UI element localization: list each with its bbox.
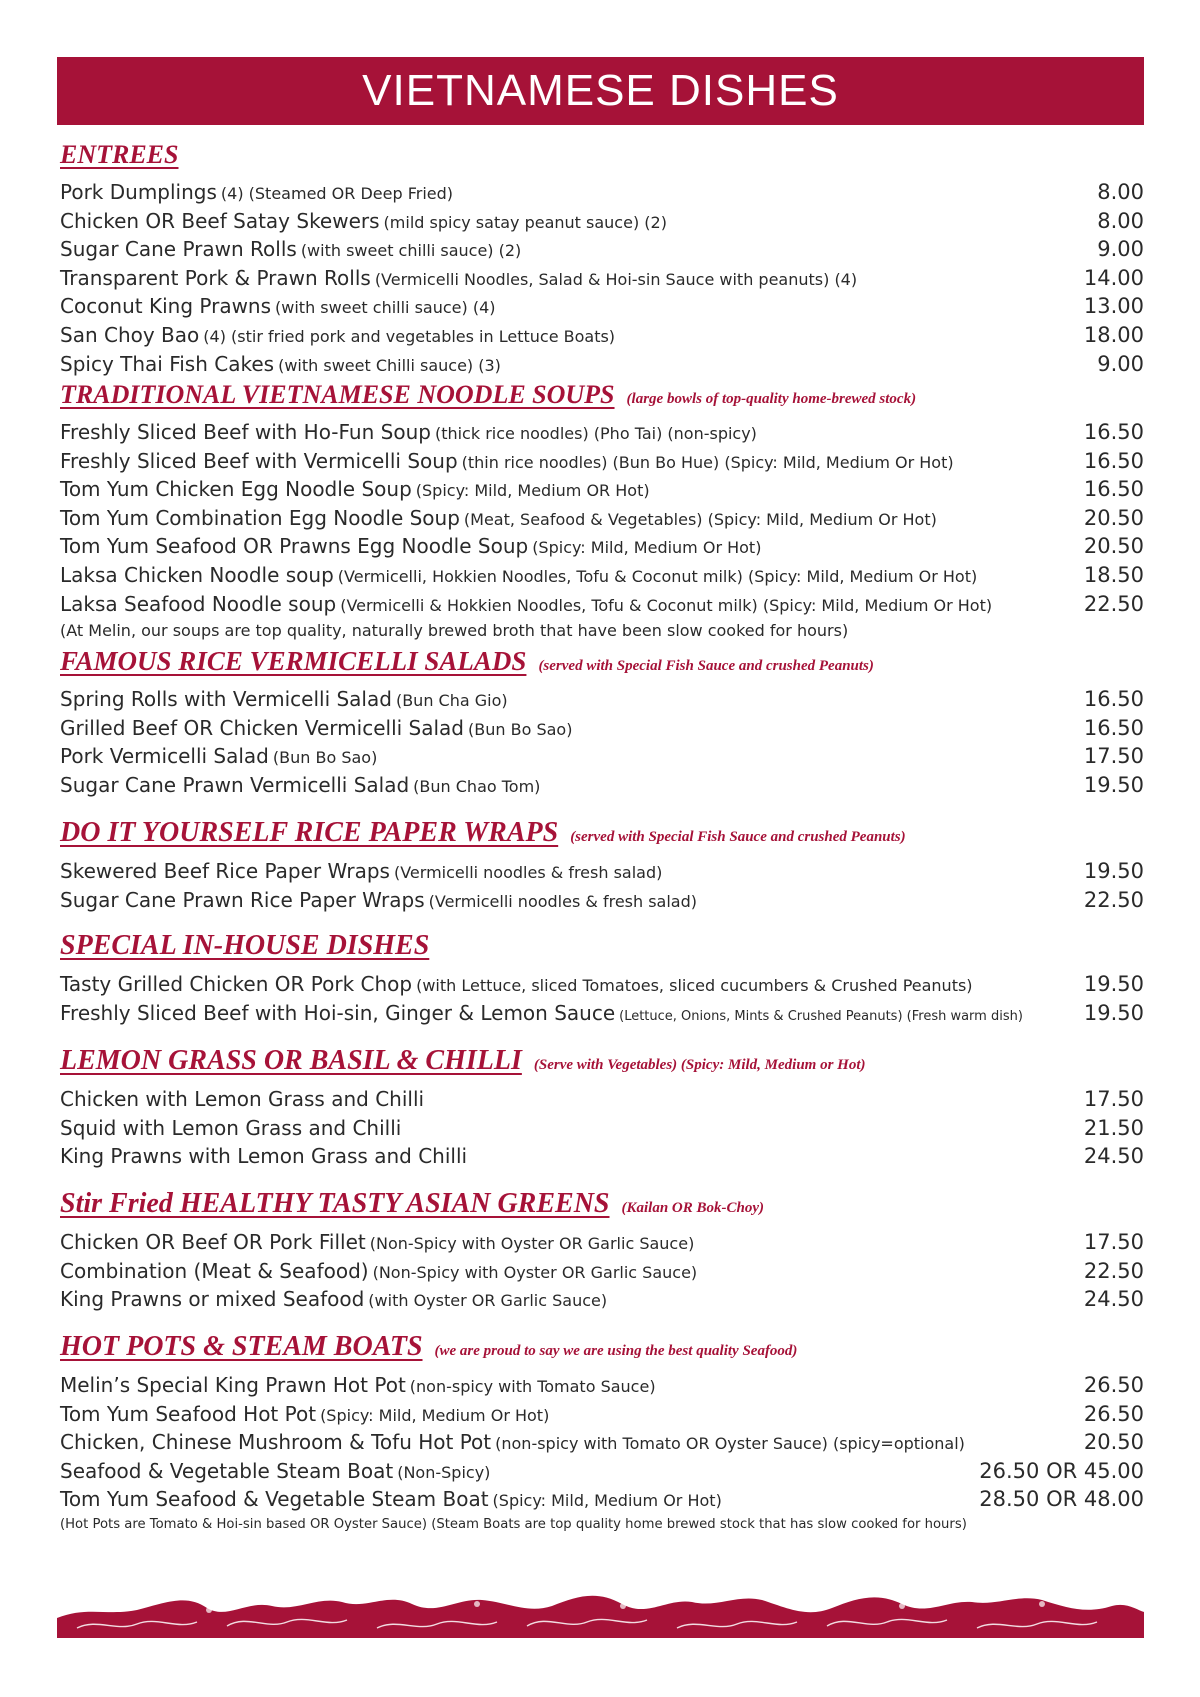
section-note: (Kailan OR Bok-Choy) (621, 1200, 765, 1216)
item-name: Spicy Thai Fish Cakes (60, 351, 275, 376)
menu-item (60, 1430, 1144, 1459)
item-name: Freshly Sliced Beef with Ho-Fun Soup (60, 420, 431, 444)
item-name: Freshly Sliced Beef with Hoi-sin, Ginger & Lemon Sauce (60, 1000, 616, 1025)
menu-item (60, 888, 1144, 917)
section-header (60, 930, 1144, 972)
item-name: Sugar Cane Prawn Rice Paper Wraps (60, 887, 425, 912)
section-title: SPECIAL IN-HOUSE DISHES (60, 930, 430, 961)
item-name: Skewered Beef Rice Paper Wraps (60, 859, 390, 883)
item-description: (Non-Spicy) (397, 1462, 491, 1482)
menu-item (60, 420, 1144, 449)
item-price: 9.00 (1097, 351, 1144, 376)
item-description: (with sweet chilli sauce) (4) (275, 298, 496, 318)
item-price: 26.50 (1083, 1373, 1144, 1397)
item-description: (Vermicelli noodles & fresh salad) (393, 863, 663, 882)
menu-item (60, 1487, 1144, 1516)
item-name: Melin’s Special King Prawn Hot Pot (60, 1373, 406, 1397)
item-description: (thin rice noodles) (Bun Bo Hue) (Spicy: Mild, Medium Or Hot) (461, 452, 954, 472)
item-name: Laksa Seafood Noodle soup (60, 591, 337, 616)
item-name: Transparent Pork & Prawn Rolls (60, 265, 371, 290)
section-title: FAMOUS RICE VERMICELLI SALADS (60, 646, 527, 676)
item-name: King Prawns or mixed Seafood (60, 1287, 365, 1312)
item-price: 18.50 (1083, 562, 1144, 587)
item-description: (Bun Cha Gio) (395, 691, 508, 710)
menu-item (60, 477, 1144, 506)
menu-item (60, 266, 1144, 295)
section-title: DO IT YOURSELF RICE PAPER WRAPS (60, 817, 559, 848)
section-note: (large bowls of top-quality home-brewed stock) (626, 391, 917, 407)
menu-item (60, 773, 1144, 802)
menu-item (60, 506, 1144, 535)
item-name: Seafood & Vegetable Steam Boat (60, 1458, 394, 1483)
menu-item (60, 294, 1144, 323)
item-price: 20.50 (1083, 1430, 1144, 1455)
item-price: 17.50 (1083, 1230, 1144, 1254)
item-price: 17.50 (1083, 744, 1144, 769)
item-price: 21.50 (1083, 1115, 1144, 1140)
item-description: (Vermicelli & Hokkien Noodles, Tofu & Coconut milk) (Spicy: Mild, Medium Or Hot) (340, 595, 993, 615)
section-header (60, 817, 1144, 859)
menu-item (60, 323, 1144, 352)
menu-item (60, 1373, 1144, 1402)
item-name: Spring Rolls with Vermicelli Salad (60, 687, 392, 711)
item-description: (Lettuce, Onions, Mints & Crushed Peanuts) (Fresh warm dish) (619, 1008, 1023, 1024)
item-description: (Spicy: Mild, Medium OR Hot) (415, 481, 650, 501)
item-description: (non-spicy with Tomato OR Oyster Sauce) (spicy=optional) (495, 1434, 965, 1454)
menu-item (60, 352, 1144, 381)
item-price: 26.50 OR 45.00 (979, 1458, 1144, 1483)
item-name: Tom Yum Seafood & Vegetable Steam Boat (60, 1487, 489, 1512)
menu-item (60, 687, 1144, 716)
item-description: (Meat, Seafood & Vegetables) (Spicy: Mild, Medium Or Hot) (463, 509, 937, 529)
page-title: VIETNAMESE DISHES (362, 66, 839, 115)
section-footnote: (At Melin, our soups are top quality, naturally brewed broth that have been slow cooked for hours) (60, 621, 849, 641)
item-description: (4) (stir fried pork and vegetables in Lettuce Boats) (203, 326, 616, 346)
section-header (60, 1331, 1144, 1373)
item-price: 20.50 (1083, 505, 1144, 530)
item-price: 24.50 (1083, 1144, 1144, 1169)
item-name: King Prawns with Lemon Grass and Chilli (60, 1144, 468, 1169)
menu-section (60, 140, 1144, 380)
menu-section (60, 1188, 1144, 1316)
item-description: (Vermicelli noodles & fresh salad) (428, 891, 698, 911)
menu-item (60, 1230, 1144, 1259)
item-name: Chicken OR Beef Satay Skewers (60, 208, 380, 233)
item-price: 16.50 (1083, 715, 1144, 740)
item-name: Squid with Lemon Grass and Chilli (60, 1115, 402, 1140)
item-name: Laksa Chicken Noodle soup (60, 562, 334, 587)
item-price: 17.50 (1083, 1087, 1144, 1111)
menu-item (60, 1287, 1144, 1316)
item-description: (with sweet chilli sauce) (2) (300, 241, 522, 261)
item-price: 24.50 (1083, 1287, 1144, 1312)
title-banner (57, 57, 1144, 125)
item-name: Tom Yum Chicken Egg Noodle Soup (60, 477, 412, 502)
decorative-floral-border (57, 1588, 1144, 1638)
item-name: Pork Dumplings (60, 180, 217, 204)
menu-item (60, 1259, 1144, 1288)
menu-section (60, 646, 1144, 801)
section-title: Stir Fried HEALTHY TASTY ASIAN GREENS (60, 1188, 610, 1219)
section-title: ENTREES (60, 140, 179, 169)
menu-item (60, 449, 1144, 478)
menu-item (60, 534, 1144, 563)
menu-item (60, 209, 1144, 238)
item-name: Sugar Cane Prawn Vermicelli Salad (60, 772, 410, 797)
item-price: 8.00 (1097, 180, 1144, 204)
item-price: 16.50 (1083, 448, 1144, 473)
section-title: HOT POTS & STEAM BOATS (60, 1331, 423, 1362)
item-name: San Choy Bao (60, 322, 200, 347)
item-name: Tom Yum Combination Egg Noodle Soup (60, 505, 460, 530)
item-description: (4) (Steamed OR Deep Fried) (220, 184, 453, 203)
menu-item (60, 716, 1144, 745)
item-price: 16.50 (1083, 687, 1144, 711)
section-note: (served with Special Fish Sauce and crushed Peanuts) (538, 658, 874, 674)
item-price: 19.50 (1083, 972, 1144, 996)
item-name: Sugar Cane Prawn Rolls (60, 237, 297, 262)
item-price: 26.50 (1083, 1401, 1144, 1426)
item-name: Freshly Sliced Beef with Vermicelli Soup (60, 448, 458, 473)
item-price: 22.50 (1083, 887, 1144, 912)
menu-section (60, 1045, 1144, 1173)
menu-section (60, 930, 1144, 1029)
menu-item (60, 859, 1144, 888)
item-description: (Spicy: Mild, Medium Or Hot) (320, 1405, 550, 1425)
menu-section (60, 380, 1144, 640)
item-price: 14.00 (1083, 265, 1144, 290)
item-description: (Vermicelli, Hokkien Noodles, Tofu & Coconut milk) (Spicy: Mild, Medium Or Hot) (337, 566, 978, 586)
item-price: 18.00 (1083, 322, 1144, 347)
item-name: Coconut King Prawns (60, 294, 272, 319)
item-description: (mild spicy satay peanut sauce) (2) (383, 212, 667, 232)
menu-section (60, 1331, 1144, 1532)
item-description: (Spicy: Mild, Medium Or Hot) (492, 1491, 722, 1511)
item-price: 13.00 (1083, 294, 1144, 319)
menu-item (60, 1459, 1144, 1488)
section-footnote: (Hot Pots are Tomato & Hoi-sin based OR Oyster Sauce) (Steam Boats are top quality home brewed stock that has slow cooked for hours) (60, 1516, 967, 1532)
menu-item (60, 1001, 1144, 1030)
menu-section (60, 817, 1144, 916)
item-description: (non-spicy with Tomato Sauce) (409, 1377, 656, 1396)
item-description: (thick rice noodles) (Pho Tai) (non-spicy) (434, 424, 757, 443)
item-price: 19.50 (1083, 1000, 1144, 1025)
item-price: 28.50 OR 48.00 (979, 1487, 1144, 1512)
item-name: Combination (Meat & Seafood) (60, 1258, 369, 1283)
item-price: 19.50 (1083, 859, 1144, 883)
section-header (60, 1045, 1144, 1087)
item-price: 20.50 (1083, 534, 1144, 559)
section-note: (Serve with Vegetables) (Spicy: Mild, Medium or Hot) (533, 1057, 866, 1073)
menu-item (60, 1144, 1144, 1173)
item-name: Tom Yum Seafood Hot Pot (60, 1401, 317, 1426)
item-price: 16.50 (1083, 477, 1144, 502)
menu-item (60, 563, 1144, 592)
item-price: 16.50 (1083, 420, 1144, 444)
item-description: (Non-Spicy with Oyster OR Garlic Sauce) (372, 1262, 698, 1282)
section-title: TRADITIONAL VIETNAMESE NOODLE SOUPS (60, 380, 615, 409)
item-description: (with Lettuce, sliced Tomatoes, sliced cucumbers & Crushed Peanuts) (416, 976, 973, 995)
item-name: Tom Yum Seafood OR Prawns Egg Noodle Soup (60, 534, 529, 559)
item-description: (Bun Bo Sao) (468, 719, 573, 739)
section-header (60, 1188, 1144, 1230)
menu-item (60, 180, 1144, 209)
item-description: (Spicy: Mild, Medium Or Hot) (532, 538, 762, 558)
item-description: (Non-Spicy with Oyster OR Garlic Sauce) (369, 1234, 695, 1253)
item-price: 9.00 (1097, 237, 1144, 262)
menu-item (60, 972, 1144, 1001)
item-price: 19.50 (1083, 772, 1144, 797)
item-name: Tasty Grilled Chicken OR Pork Chop (60, 972, 413, 996)
menu-item (60, 744, 1144, 773)
section-note: (we are proud to say we are using the best quality Seafood) (434, 1343, 798, 1359)
item-description: (with Oyster OR Garlic Sauce) (368, 1291, 608, 1311)
section-title: LEMON GRASS OR BASIL & CHILLI (60, 1045, 522, 1076)
item-price: 22.50 (1083, 1258, 1144, 1283)
item-name: Chicken, Chinese Mushroom & Tofu Hot Pot (60, 1430, 492, 1455)
item-description: (Bun Chao Tom) (413, 776, 541, 796)
menu-item (60, 1402, 1144, 1431)
item-description: (with sweet Chilli sauce) (3) (278, 355, 501, 375)
item-price: 22.50 (1083, 591, 1144, 616)
section-note: (served with Special Fish Sauce and crushed Peanuts) (570, 829, 906, 845)
menu-item (60, 1087, 1144, 1116)
item-description: (Vermicelli Noodles, Salad & Hoi-sin Sauce with peanuts) (4) (374, 269, 858, 289)
menu-item (60, 1116, 1144, 1145)
section-header (60, 140, 1144, 180)
item-name: Grilled Beef OR Chicken Vermicelli Salad (60, 715, 465, 740)
section-header (60, 380, 1144, 420)
item-name: Pork Vermicelli Salad (60, 744, 269, 769)
item-name: Chicken OR Beef OR Pork Fillet (60, 1230, 366, 1254)
menu-item (60, 237, 1144, 266)
section-header (60, 646, 1144, 687)
item-description: (Bun Bo Sao) (272, 748, 378, 768)
menu-item (60, 592, 1144, 621)
item-name: Chicken with Lemon Grass and Chilli (60, 1087, 425, 1111)
item-price: 8.00 (1097, 208, 1144, 233)
